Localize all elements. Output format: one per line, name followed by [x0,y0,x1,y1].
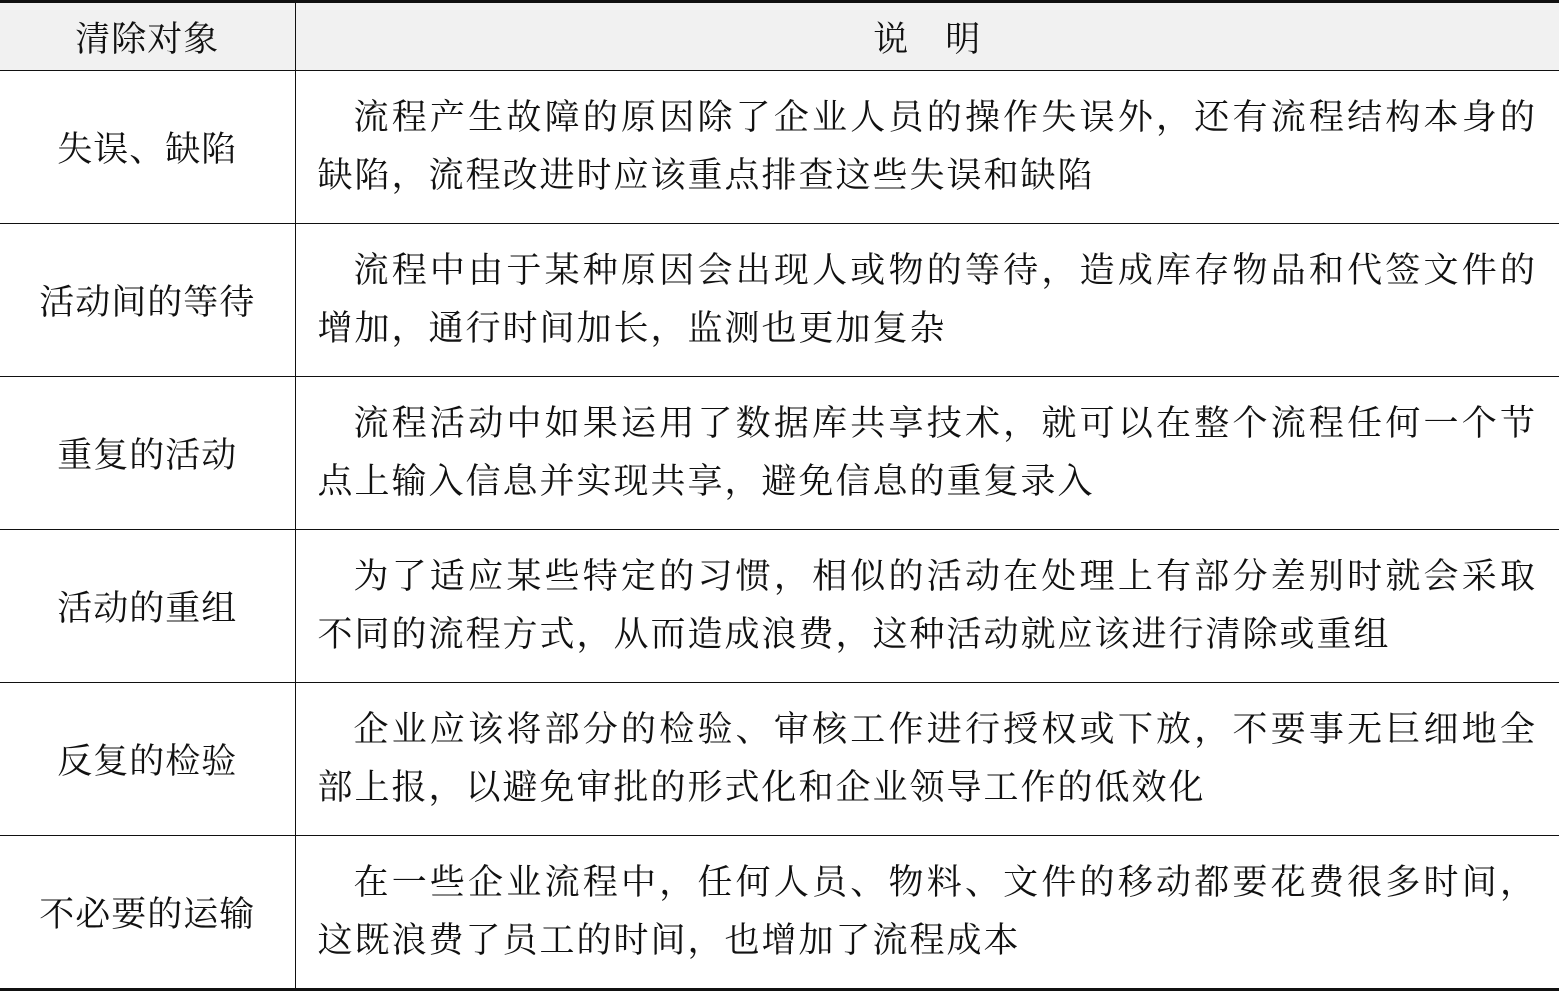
header-target: 清除对象 [0,2,295,71]
row-target: 失误、缺陷 [0,71,295,224]
row-description: 流程活动中如果运用了数据库共享技术，就可以在整个流程任何一个节点上输入信息并实现共享，避免信息的重复录入 [317,404,1537,502]
table-header-row [0,2,1559,71]
row-target: 活动间的等待 [0,224,295,377]
row-description-cell [295,71,1559,224]
row-description: 流程产生故障的原因除了企业人员的操作失误外，还有流程结构本身的缺陷，流程改进时应该重点排查这些失误和缺陷 [317,98,1537,196]
table-row [0,530,1559,683]
row-target: 反复的检验 [0,683,295,836]
row-description: 流程中由于某种原因会出现人或物的等待，造成库存物品和代签文件的增加，通行时间加长，监测也更加复杂 [317,251,1537,349]
table-row [0,836,1559,990]
row-target: 重复的活动 [0,377,295,530]
row-description-cell [295,224,1559,377]
row-description-cell [295,683,1559,836]
table-row [0,71,1559,224]
row-description: 企业应该将部分的检验、审核工作进行授权或下放，不要事无巨细地全部上报，以避免审批的形式化和企业领导工作的低效化 [317,710,1537,808]
row-description: 在一些企业流程中，任何人员、物料、文件的移动都要花费很多时间，这既浪费了员工的时间，也增加了流程成本 [317,863,1537,961]
row-target: 活动的重组 [0,530,295,683]
table-row [0,683,1559,836]
row-description-cell [295,836,1559,990]
row-description-cell [295,530,1559,683]
table-row [0,224,1559,377]
row-description-cell [295,377,1559,530]
row-target: 不必要的运输 [0,836,295,990]
table-row [0,377,1559,530]
row-description: 为了适应某些特定的习惯，相似的活动在处理上有部分差别时就会采取不同的流程方式，从而造成浪费，这种活动就应该进行清除或重组 [317,557,1537,655]
header-description: 说 明 [295,2,1559,71]
